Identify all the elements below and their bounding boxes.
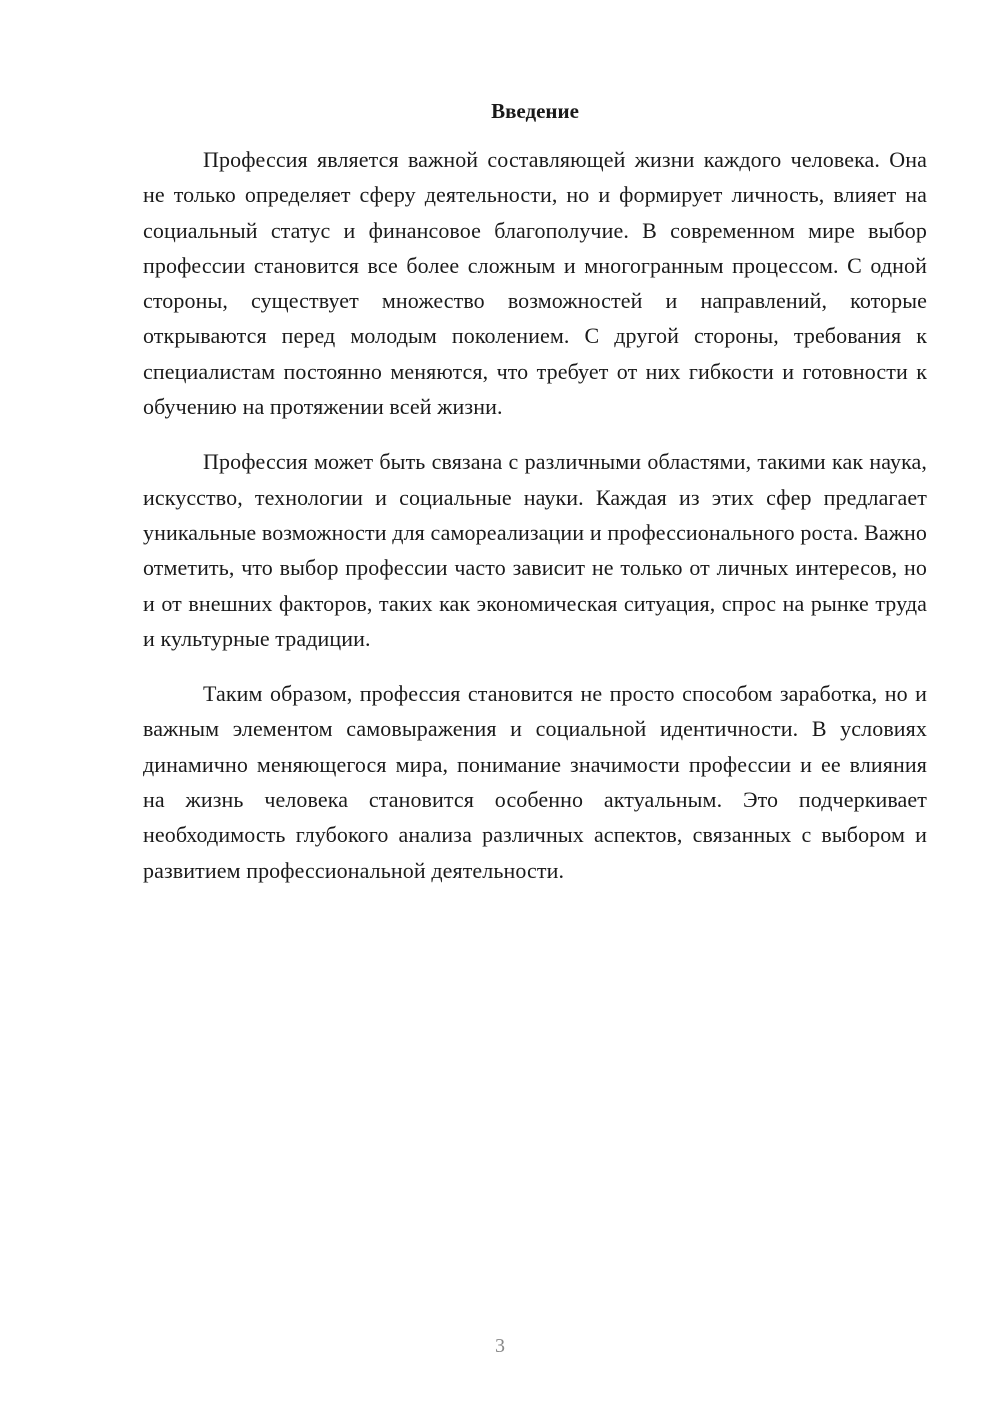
paragraph-1: Профессия является важной составляющей жизни каждого человека. Она не только определяет сферу деятельности, но и формирует личность, влияет на социальный статус и финансовое благополучие. В современном мире выбор профессии становится все более сложным и многогранным процессом. С одной стороны, существует множество возможностей и направлений, которые открываются перед молодым поколением. С другой стороны, требования к специалистам постоянно меняются, что требует от них гибкости и готовности к обучению на протяжении всей жизни. (143, 147, 927, 420)
paragraph-2: Профессия может быть связана с различными областями, такими как наука, искусство, технологии и социальные науки. Каждая из этих сфер предлагает уникальные возможности для самореализации и профессионального роста. Важно отметить, что выбор профессии часто зависит не только от личных интересов, но и от внешних факторов, таких как экономическая ситуация, спрос на рынке труда и культурные традиции. (143, 449, 927, 651)
page-number: 3 (495, 1335, 505, 1357)
section-title: Введение (491, 99, 579, 123)
paragraph-3: Таким образом, профессия становится не просто способом заработка, но и важным элементом самовыражения и социальной идентичности. В условиях динамично меняющегося мира, понимание значимости профессии и ее влияния на жизнь человека становится особенно актуальным. Это подчеркивает необходимость глубокого анализа различных аспектов, связанных с выбором и развитием профессиональной деятельности. (143, 681, 927, 883)
body-text (143, 142, 927, 908)
